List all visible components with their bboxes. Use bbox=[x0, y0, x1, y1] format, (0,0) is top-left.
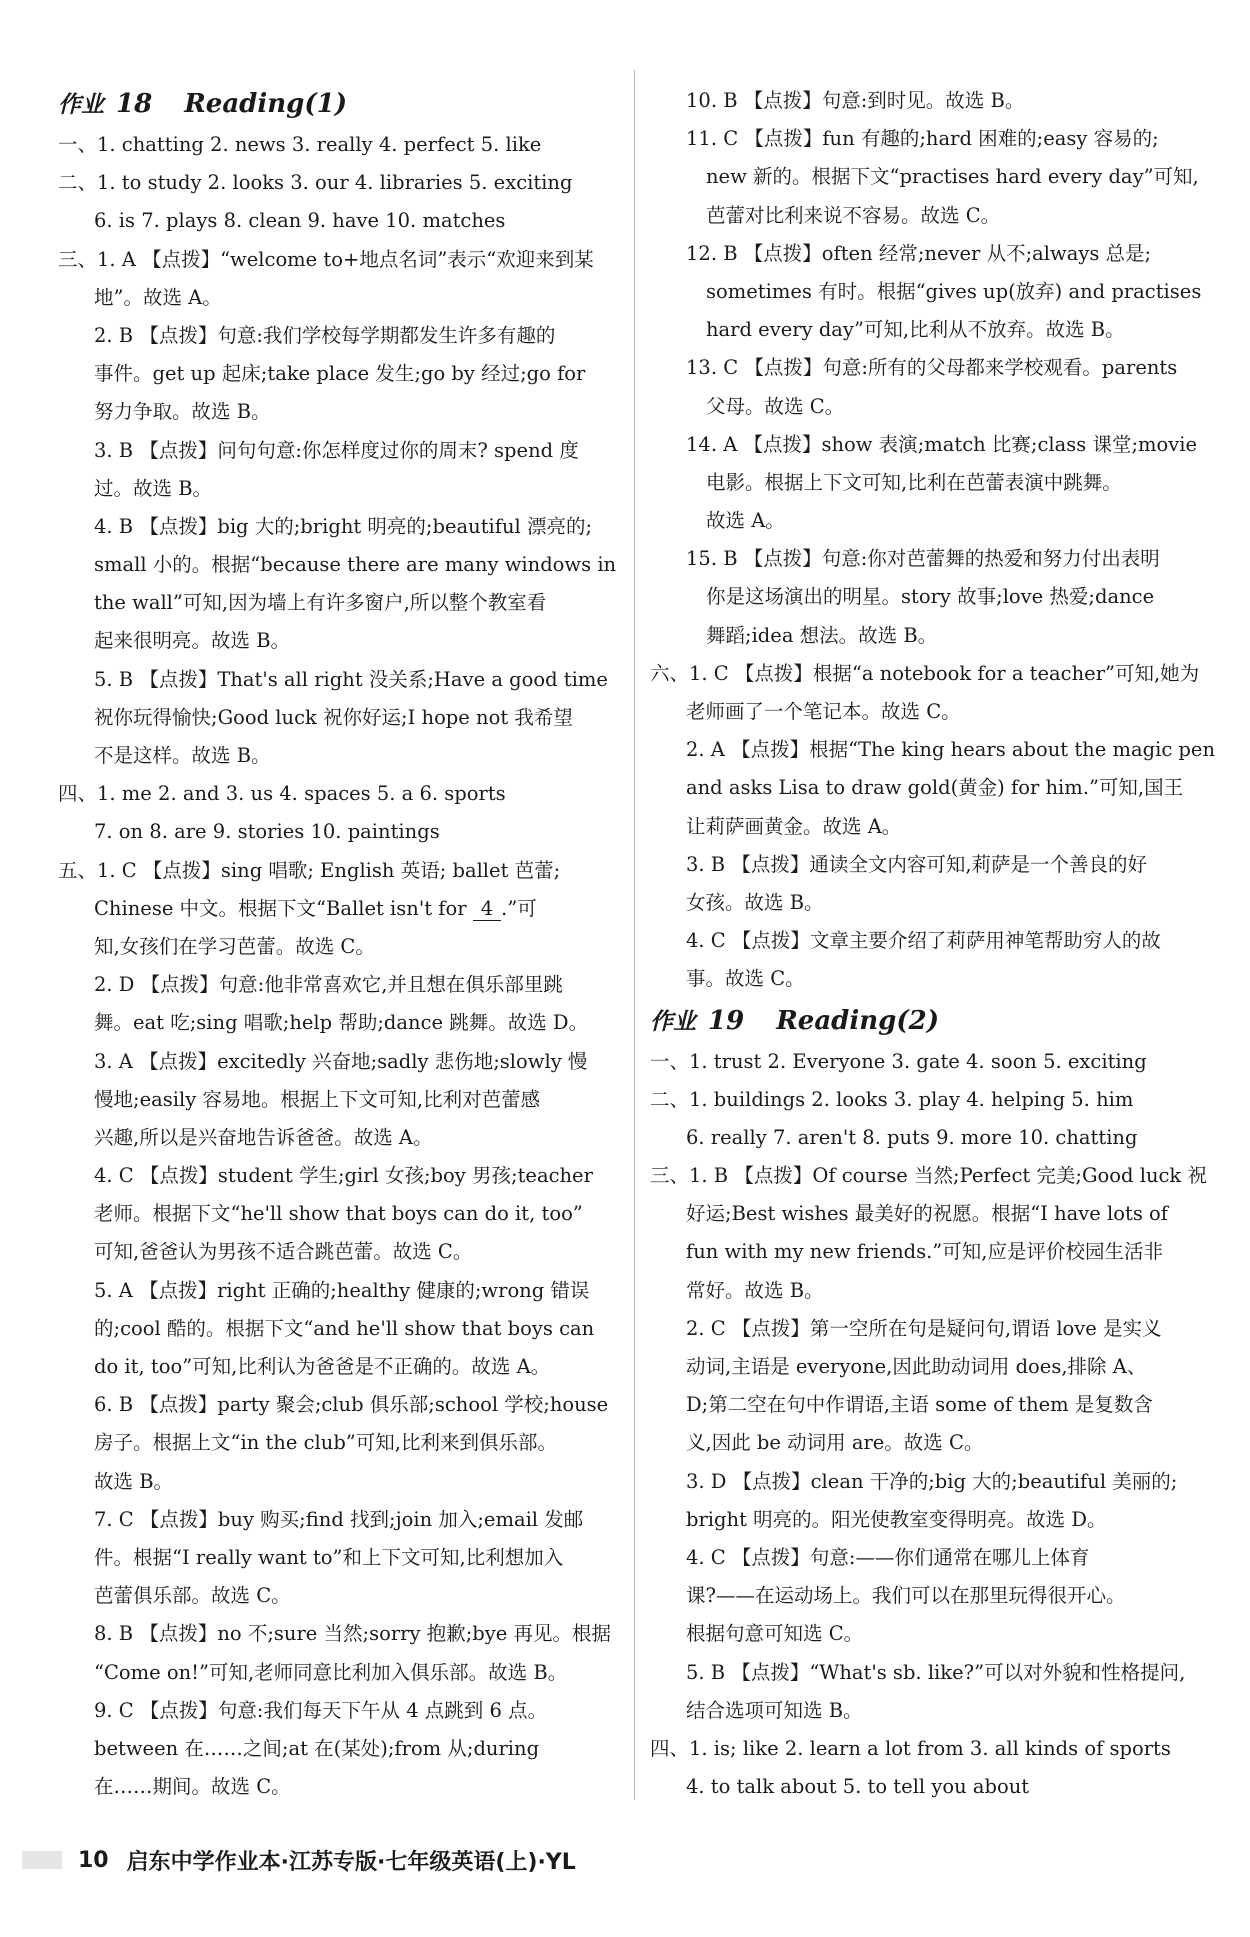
answer-line: 6. B 【点拨】party 聚会;club 俱乐部;school 学校;house bbox=[94, 1393, 609, 1417]
answer-line: 慢地;easily 容易地。根据上下文可知,比利对芭蕾感 bbox=[94, 1087, 541, 1111]
answer-line: 4. B 【点拨】big 大的;bright 明亮的;beautiful 漂亮的; bbox=[94, 514, 593, 538]
answer-line: 课?——在运动场上。我们可以在那里玩得很开心。 bbox=[686, 1584, 1126, 1608]
section-heading-19 bbox=[650, 999, 1198, 1043]
answer-line: 二、1. buildings 2. looks 3. play 4. helping 5. him bbox=[650, 1087, 1134, 1111]
answer-line: 4. C 【点拨】句意:——你们通常在哪儿上体育 bbox=[686, 1545, 1090, 1569]
answer-line: 7. C 【点拨】buy 购买;find 找到;join 加入;email 发邮 bbox=[94, 1507, 584, 1531]
answer-line: 电影。根据上下文可知,比利在芭蕾表演中跳舞。 bbox=[706, 470, 1122, 494]
answer-line: 的;cool 酷的。根据下文“and he'll show that boys can bbox=[94, 1316, 595, 1340]
homework-title: Reading(1) bbox=[184, 89, 348, 119]
answer-line: 舞。eat 吃;sing 唱歌;help 帮助;dance 跳舞。故选 D。 bbox=[94, 1011, 589, 1035]
answer-line: 15. B 【点拨】句意:你对芭蕾舞的热爱和努力付出表明 bbox=[686, 547, 1160, 571]
answer-line: 义,因此 be 动词用 are。故选 C。 bbox=[686, 1431, 984, 1455]
answer-line: 5. B 【点拨】That's all right 没关系;Have a good time bbox=[94, 667, 608, 691]
homework-title: Reading(2) bbox=[776, 1005, 940, 1036]
answer-line: 件。根据“I really want to”和上下文可知,比利想加入 bbox=[94, 1545, 564, 1569]
answer-line: 7. on 8. are 9. stories 10. paintings bbox=[94, 820, 440, 844]
answer-line: 3. A 【点拨】excitedly 兴奋地;sadly 悲伤地;slowly 慢 bbox=[94, 1049, 588, 1073]
answer-line: 二、1. to study 2. looks 3. our 4. libraries 5. exciting bbox=[58, 171, 573, 195]
page-footer bbox=[22, 1840, 576, 1880]
answer-line: 10. B 【点拨】句意:到时见。故选 B。 bbox=[686, 89, 1025, 112]
section-heading-18 bbox=[58, 82, 618, 126]
answer-line: 事。故选 C。 bbox=[686, 967, 805, 991]
answer-line: and asks Lisa to draw gold(黄金) for him.”可知,国王 bbox=[686, 776, 1184, 800]
book-title: 启东中学作业本·江苏专版·七年级英语(上)·YL bbox=[126, 1849, 576, 1875]
homework-number: 19 bbox=[708, 1005, 745, 1036]
answer-line: 五、1. C 【点拨】sing 唱歌; English 英语; ballet 芭蕾; bbox=[58, 858, 561, 882]
answer-line: 5. A 【点拨】right 正确的;healthy 健康的;wrong 错误 bbox=[94, 1278, 590, 1302]
answer-line: 好运;Best wishes 最美好的祝愿。根据“I have lots of bbox=[686, 1202, 1169, 1226]
answer-line: 结合选项可知选 B。 bbox=[686, 1698, 863, 1722]
blank-number: 4 bbox=[473, 897, 501, 921]
answer-line: 一、1. chatting 2. news 3. really 4. perfect 5. like bbox=[58, 133, 542, 156]
answer-line: 9. C 【点拨】句意:我们每天下午从 4 点跳到 6 点。 bbox=[94, 1698, 548, 1722]
answer-line: 三、1. A 【点拨】“welcome to+地点名词”表示“欢迎来到某 bbox=[58, 247, 594, 271]
answer-text: Chinese 中文。根据下文“Ballet isn't for bbox=[94, 896, 467, 920]
answer-line: 5. B 【点拨】“What's sb. like?”可以对外貌和性格提问, bbox=[686, 1660, 1186, 1684]
answer-line: 4. to talk about 5. to tell you about bbox=[686, 1775, 1030, 1799]
column-divider bbox=[634, 70, 635, 1800]
answer-line: 事件。get up 起床;take place 发生;go by 经过;go for bbox=[94, 362, 586, 386]
answer-line: 14. A 【点拨】show 表演;match 比赛;class 课堂;movie bbox=[686, 432, 1198, 456]
answer-text: .”可 bbox=[501, 896, 537, 920]
homework-label: 作业 bbox=[58, 92, 104, 118]
answer-line: new 新的。根据下文“practises hard every day”可知, bbox=[706, 165, 1199, 189]
answer-line: 6. really 7. aren't 8. puts 9. more 10. chatting bbox=[686, 1125, 1138, 1149]
answer-line: 一、1. trust 2. Everyone 3. gate 4. soon 5. exciting bbox=[650, 1049, 1147, 1073]
answer-line: 3. B 【点拨】通读全文内容可知,莉萨是一个善良的好 bbox=[686, 852, 1148, 876]
answer-line: 2. D 【点拨】句意:他非常喜欢它,并且想在俱乐部里跳 bbox=[94, 973, 563, 997]
footer-decoration bbox=[22, 1851, 62, 1869]
answer-line: 舞蹈;idea 想法。故选 B。 bbox=[706, 623, 938, 647]
answer-line: 3. D 【点拨】clean 干净的;big 大的;beautiful 美丽的; bbox=[686, 1469, 1178, 1493]
answer-line: 故选 A。 bbox=[706, 509, 785, 533]
answer-line: hard every day”可知,比利从不放弃。故选 B。 bbox=[706, 318, 1125, 342]
answer-line: 2. A 【点拨】根据“The king hears about the magic pen bbox=[686, 738, 1216, 762]
answer-line: 根据句意可知选 C。 bbox=[686, 1622, 864, 1646]
answer-line: 11. C 【点拨】fun 有趣的;hard 困难的;easy 容易的; bbox=[686, 127, 1159, 151]
right-column bbox=[650, 82, 1216, 1806]
answer-line: 老师画了一个笔记本。故选 C。 bbox=[686, 700, 961, 723]
answer-line: 在……期间。故选 C。 bbox=[94, 1775, 291, 1799]
answer-line: 2. C 【点拨】第一空所在句是疑问句,谓语 love 是实义 bbox=[686, 1316, 1162, 1340]
answer-line: bright 明亮的。阳光使教室变得明亮。故选 D。 bbox=[686, 1507, 1107, 1531]
answer-line: 8. B 【点拨】no 不;sure 当然;sorry 抱歉;bye 再见。根据 bbox=[94, 1622, 612, 1646]
answer-line: 三、1. B 【点拨】Of course 当然;Perfect 完美;Good luck 祝 bbox=[650, 1164, 1207, 1188]
answer-line: 过。故选 B。 bbox=[94, 476, 213, 500]
answer-line: between 在……之间;at 在(某处);from 从;during bbox=[94, 1736, 540, 1760]
answer-line: 知,女孩们在学习芭蕾。故选 C。 bbox=[94, 934, 375, 958]
left-column bbox=[58, 82, 618, 1806]
answer-line: 故选 B。 bbox=[94, 1469, 174, 1493]
answer-line: small 小的。根据“because there are many windows in bbox=[94, 553, 617, 577]
answer-line: 女孩。故选 B。 bbox=[686, 890, 824, 914]
answer-line: 不是这样。故选 B。 bbox=[94, 744, 271, 767]
answer-line: D;第二空在句中作谓语,主语 some of them 是复数含 bbox=[686, 1393, 1153, 1417]
answer-line-with-blank bbox=[58, 890, 618, 928]
answer-line: do it, too”可知,比利认为爸爸是不正确的。故选 A。 bbox=[94, 1355, 551, 1378]
answer-line: 兴趣,所以是兴奋地告诉爸爸。故选 A。 bbox=[94, 1125, 433, 1149]
answer-line: 父母。故选 C。 bbox=[706, 394, 845, 418]
answer-line: 房子。根据上文“in the club”可知,比利来到俱乐部。 bbox=[94, 1431, 557, 1455]
answer-line: 你是这场演出的明星。story 故事;love 热爱;dance bbox=[706, 585, 1155, 609]
answer-line: 祝你玩得愉快;Good luck 祝你好运;I hope not 我希望 bbox=[94, 705, 573, 729]
answer-line: 4. C 【点拨】student 学生;girl 女孩;boy 男孩;teacher bbox=[94, 1164, 593, 1188]
homework-number: 18 bbox=[116, 89, 153, 119]
answer-line: 六、1. C 【点拨】根据“a notebook for a teacher”可知,她为 bbox=[650, 661, 1200, 685]
answer-line: 努力争取。故选 B。 bbox=[94, 400, 271, 424]
answer-line: 地”。故选 A。 bbox=[94, 285, 222, 309]
answer-line: 老师。根据下文“he'll show that boys can do it, too” bbox=[94, 1202, 583, 1226]
answer-line: 13. C 【点拨】句意:所有的父母都来学校观看。parents bbox=[686, 356, 1178, 380]
answer-line: 常好。故选 B。 bbox=[686, 1278, 824, 1302]
answer-line: 让莉萨画黄金。故选 A。 bbox=[686, 814, 902, 838]
answer-line: 芭蕾对比利来说不容易。故选 C。 bbox=[706, 203, 1001, 227]
answer-line: 动词,主语是 everyone,因此助动词用 does,排除 A、 bbox=[686, 1355, 1147, 1378]
page-number: 10 bbox=[78, 1847, 109, 1873]
answer-line: fun with my new friends.”可知,应是评价校园生活非 bbox=[686, 1240, 1163, 1264]
answer-line: 4. C 【点拨】文章主要介绍了莉萨用神笔帮助穷人的故 bbox=[686, 929, 1161, 953]
answer-line: 芭蕾俱乐部。故选 C。 bbox=[94, 1584, 291, 1608]
answer-line: 2. B 【点拨】句意:我们学校每学期都发生许多有趣的 bbox=[94, 323, 556, 347]
answer-line: 起来很明亮。故选 B。 bbox=[94, 629, 291, 653]
answer-line: 3. B 【点拨】问句句意:你怎样度过你的周末? spend 度 bbox=[94, 438, 579, 462]
answer-line: “Come on!”可知,老师同意比利加入俱乐部。故选 B。 bbox=[94, 1660, 568, 1684]
answer-line: 12. B 【点拨】often 经常;never 从不;always 总是; bbox=[686, 241, 1152, 265]
answer-line: sometimes 有时。根据“gives up(放弃) and practises bbox=[706, 279, 1202, 303]
answer-line: 四、1. me 2. and 3. us 4. spaces 5. a 6. sports bbox=[58, 782, 506, 806]
answer-line: 6. is 7. plays 8. clean 9. have 10. matches bbox=[94, 209, 506, 233]
homework-label: 作业 bbox=[650, 1008, 696, 1035]
answer-line: 四、1. is; like 2. learn a lot from 3. all kinds of sports bbox=[650, 1736, 1171, 1760]
answer-line: 可知,爸爸认为男孩不适合跳芭蕾。故选 C。 bbox=[94, 1240, 473, 1264]
answer-line: the wall”可知,因为墙上有许多窗户,所以整个教室看 bbox=[94, 591, 547, 615]
